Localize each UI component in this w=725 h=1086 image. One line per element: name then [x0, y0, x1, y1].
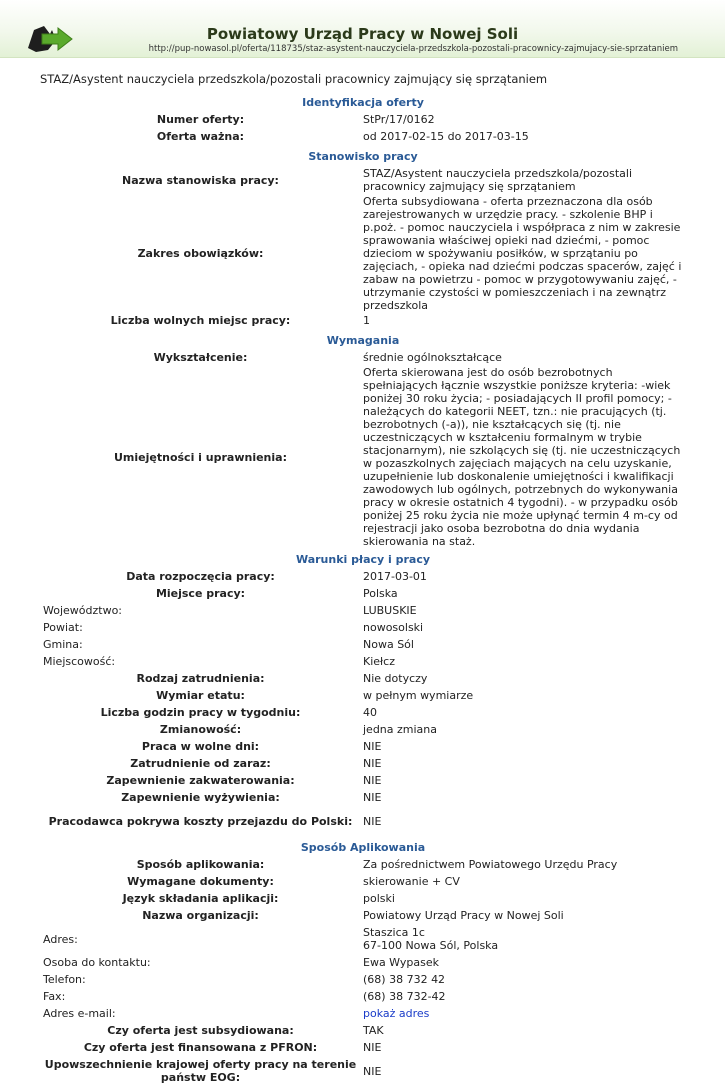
detail-row	[38, 873, 688, 890]
field-label: Zakres obowiązków:	[137, 247, 264, 260]
field-label: Wymagane dokumenty:	[127, 875, 274, 888]
field-value: 1	[363, 314, 370, 327]
field-value: Za pośrednictwem Powiatowego Urzędu Pracy	[363, 858, 618, 871]
detail-row	[38, 165, 688, 195]
field-value: Nowa Sól	[363, 638, 414, 651]
field-value: 2017-03-01	[363, 570, 427, 583]
detail-row	[38, 772, 688, 789]
detail-row	[38, 128, 688, 145]
field-value: Oferta subsydiowana - oferta przeznaczona dla osób zarejestrowanych w urzędzie pracy. - szkolenie BHP i p.poż. - pomoc nauczyciela i współpraca z nim w zakresie sprawowania właściwej opieki nad dziećmi, - pomoc dzieciom w spożywaniu posiłków, w sprzątaniu po zajęciach, - opieka nad dziećmi podczas spacerów, zajęć i zabaw na powietrzu - pomoc w przygotowywaniu zajęć, - utrzymanie czystości w pomieszczeniach i na zewnątrz przedszkola	[363, 195, 682, 312]
field-value	[363, 1005, 688, 1022]
field-label: Czy oferta jest subsydiowana:	[107, 1024, 294, 1037]
section-header-row	[38, 329, 688, 349]
detail-row	[38, 619, 688, 636]
field-value: Polska	[363, 587, 398, 600]
detail-row	[38, 907, 688, 924]
section-heading: Stanowisko pracy	[308, 150, 418, 163]
field-label: Zapewnienie wyżywienia:	[121, 791, 280, 804]
field-label: Nazwa organizacji:	[142, 909, 259, 922]
detail-row	[38, 670, 688, 687]
field-label: Fax:	[43, 990, 66, 1003]
detail-row	[38, 366, 688, 548]
detail-row	[38, 789, 688, 806]
field-value: Ewa Wypasek	[363, 956, 439, 969]
field-value: średnie ogólnokształcące	[363, 351, 502, 364]
field-label: Numer oferty:	[156, 113, 245, 126]
field-value: LUBUSKIE	[363, 604, 417, 617]
detail-row	[38, 704, 688, 721]
field-value: STAZ/Asystent nauczyciela przedszkola/pozostali pracownicy zajmujący się sprzątaniem	[363, 167, 633, 193]
field-label: Osoba do kontaktu:	[43, 956, 151, 969]
job-title: STAZ/Asystent nauczyciela przedszkola/pozostali pracownicy zajmujący się sprzątaniem	[40, 72, 548, 86]
field-label: Czy oferta jest finansowana z PFRON:	[83, 1041, 318, 1054]
field-label: Zmianowość:	[159, 723, 242, 736]
detail-row	[38, 1022, 688, 1039]
site-title: Powiatowy Urząd Pracy w Nowej Soli	[206, 25, 519, 43]
field-value: jedna zmiana	[363, 723, 438, 736]
detail-row	[38, 1005, 688, 1022]
detail-row	[38, 568, 688, 585]
section-heading: Sposób Aplikowania	[300, 841, 426, 854]
field-label: Umiejętności i uprawnienia:	[114, 450, 287, 464]
field-value: NIE	[363, 1064, 382, 1078]
section-header-row	[38, 91, 688, 111]
field-label: Gmina:	[43, 638, 83, 651]
field-value: Staszica 1c 67-100 Nowa Sól, Polska	[363, 926, 499, 952]
detail-row	[38, 687, 688, 704]
section-heading: Identyfikacja oferty	[302, 96, 424, 109]
page-header	[0, 0, 725, 58]
detail-row	[38, 653, 688, 670]
field-value: NIE	[363, 740, 382, 753]
detail-row	[38, 349, 688, 366]
field-label: Liczba wolnych miejsc pracy:	[110, 314, 291, 327]
field-value: Oferta skierowana jest do osób bezrobotnych spełniających łącznie wszystkie poniższe kryteria: -wiek poniżej 30 roku życia; - posiadających II profil pomocy; - należących do kategorii NEET, tzn.: nie pracujących (tj. bezrobotnych (-a)), nie kształcących się (tj. nie uczestniczących w kształceniu formalnym w trybie stacjonarnym), nie szkolących się (tj. nie uczestniczących w pozaszkolnych zajęciach mających na celu uzyskanie, uzupełnienie lub doskonalenie umiejętności i kwalifikacji zawodowych lub ogólnych, potrzebnych do wykonywania pracy w okresie ostatnich 4 tygodni). - w przypadku osób poniżej 25 roku życia nie może upłynąć termin 4 m-cy od rejestracji jako osoba bezrobotna do dnia wydania skierowania na staż.	[363, 366, 681, 548]
show-email-link[interactable]: pokaż adres	[363, 1007, 430, 1020]
field-label: Praca w wolne dni:	[141, 740, 260, 753]
field-value: NIE	[363, 774, 382, 787]
field-label: Upowszechnienie krajowej oferty pracy na terenie państw EOG:	[44, 1058, 357, 1084]
field-value: od 2017-02-15 do 2017-03-15	[363, 130, 529, 143]
field-label: Pracodawca pokrywa koszty przejazdu do Polski:	[48, 814, 353, 828]
detail-row	[38, 1056, 688, 1086]
field-value: w pełnym wymiarze	[363, 689, 474, 702]
detail-row	[38, 585, 688, 602]
field-label: Adres e-mail:	[43, 1007, 116, 1020]
field-label: Wykształcenie:	[153, 351, 248, 364]
field-value: NIE	[363, 757, 382, 770]
section-header-row	[38, 145, 688, 165]
section-header-row	[38, 548, 688, 568]
field-value: TAK	[363, 1024, 384, 1037]
field-label: Powiat:	[43, 621, 83, 634]
field-label: Zapewnienie zakwaterowania:	[106, 774, 295, 787]
detail-row	[38, 312, 688, 329]
detail-row	[38, 755, 688, 772]
detail-row	[38, 806, 688, 836]
field-label: Data rozpoczęcia pracy:	[126, 570, 275, 583]
field-label: Województwo:	[43, 604, 123, 617]
detail-row	[38, 195, 688, 312]
field-value: (68) 38 732-42	[363, 990, 446, 1003]
field-label: Oferta ważna:	[156, 130, 245, 143]
field-value: Powiatowy Urząd Pracy w Nowej Soli	[363, 909, 564, 922]
field-value: NIE	[363, 791, 382, 804]
detail-row	[38, 890, 688, 907]
section-heading: Wymagania	[326, 334, 400, 347]
field-label: Rodzaj zatrudnienia:	[136, 672, 265, 685]
field-label: Język składania aplikacji:	[122, 892, 279, 905]
field-value: 40	[363, 706, 377, 719]
detail-row	[38, 738, 688, 755]
field-label: Sposób aplikowania:	[136, 858, 265, 871]
detail-row	[38, 721, 688, 738]
detail-row	[38, 636, 688, 653]
field-value: NIE	[363, 814, 382, 828]
detail-row	[38, 602, 688, 619]
detail-row	[38, 954, 688, 971]
detail-row	[38, 856, 688, 873]
field-label: Telefon:	[43, 973, 86, 986]
field-label: Nazwa stanowiska pracy:	[122, 173, 279, 187]
section-heading: Warunki płacy i pracy	[295, 553, 431, 566]
detail-row	[38, 971, 688, 988]
field-value: (68) 38 732 42	[363, 973, 446, 986]
field-value: Kiełcz	[363, 655, 395, 668]
detail-row	[38, 988, 688, 1005]
field-value: StPr/17/0162	[363, 113, 435, 126]
detail-row	[38, 111, 688, 128]
field-value: Nie dotyczy	[363, 672, 428, 685]
detail-row	[38, 1039, 688, 1056]
section-header-row	[38, 836, 688, 856]
offer-details-table	[38, 91, 688, 1086]
page-url: http://pup-nowasol.pl/oferta/118735/staz-asystent-nauczyciela-przedszkola-pozostali-pracownicy-zajmujacy-sie-sprzataniem	[148, 44, 678, 54]
field-label: Zatrudnienie od zaraz:	[130, 757, 271, 770]
field-value: NIE	[363, 1041, 382, 1054]
field-label: Wymiar etatu:	[156, 689, 245, 702]
field-label: Adres:	[43, 932, 78, 946]
field-value: skierowanie + CV	[363, 875, 460, 888]
field-label: Miejscowość:	[43, 655, 116, 668]
detail-row	[38, 924, 688, 954]
field-label: Liczba godzin pracy w tygodniu:	[100, 706, 301, 719]
field-value: polski	[363, 892, 395, 905]
field-label: Miejsce pracy:	[155, 587, 246, 600]
field-value: nowosolski	[363, 621, 424, 634]
